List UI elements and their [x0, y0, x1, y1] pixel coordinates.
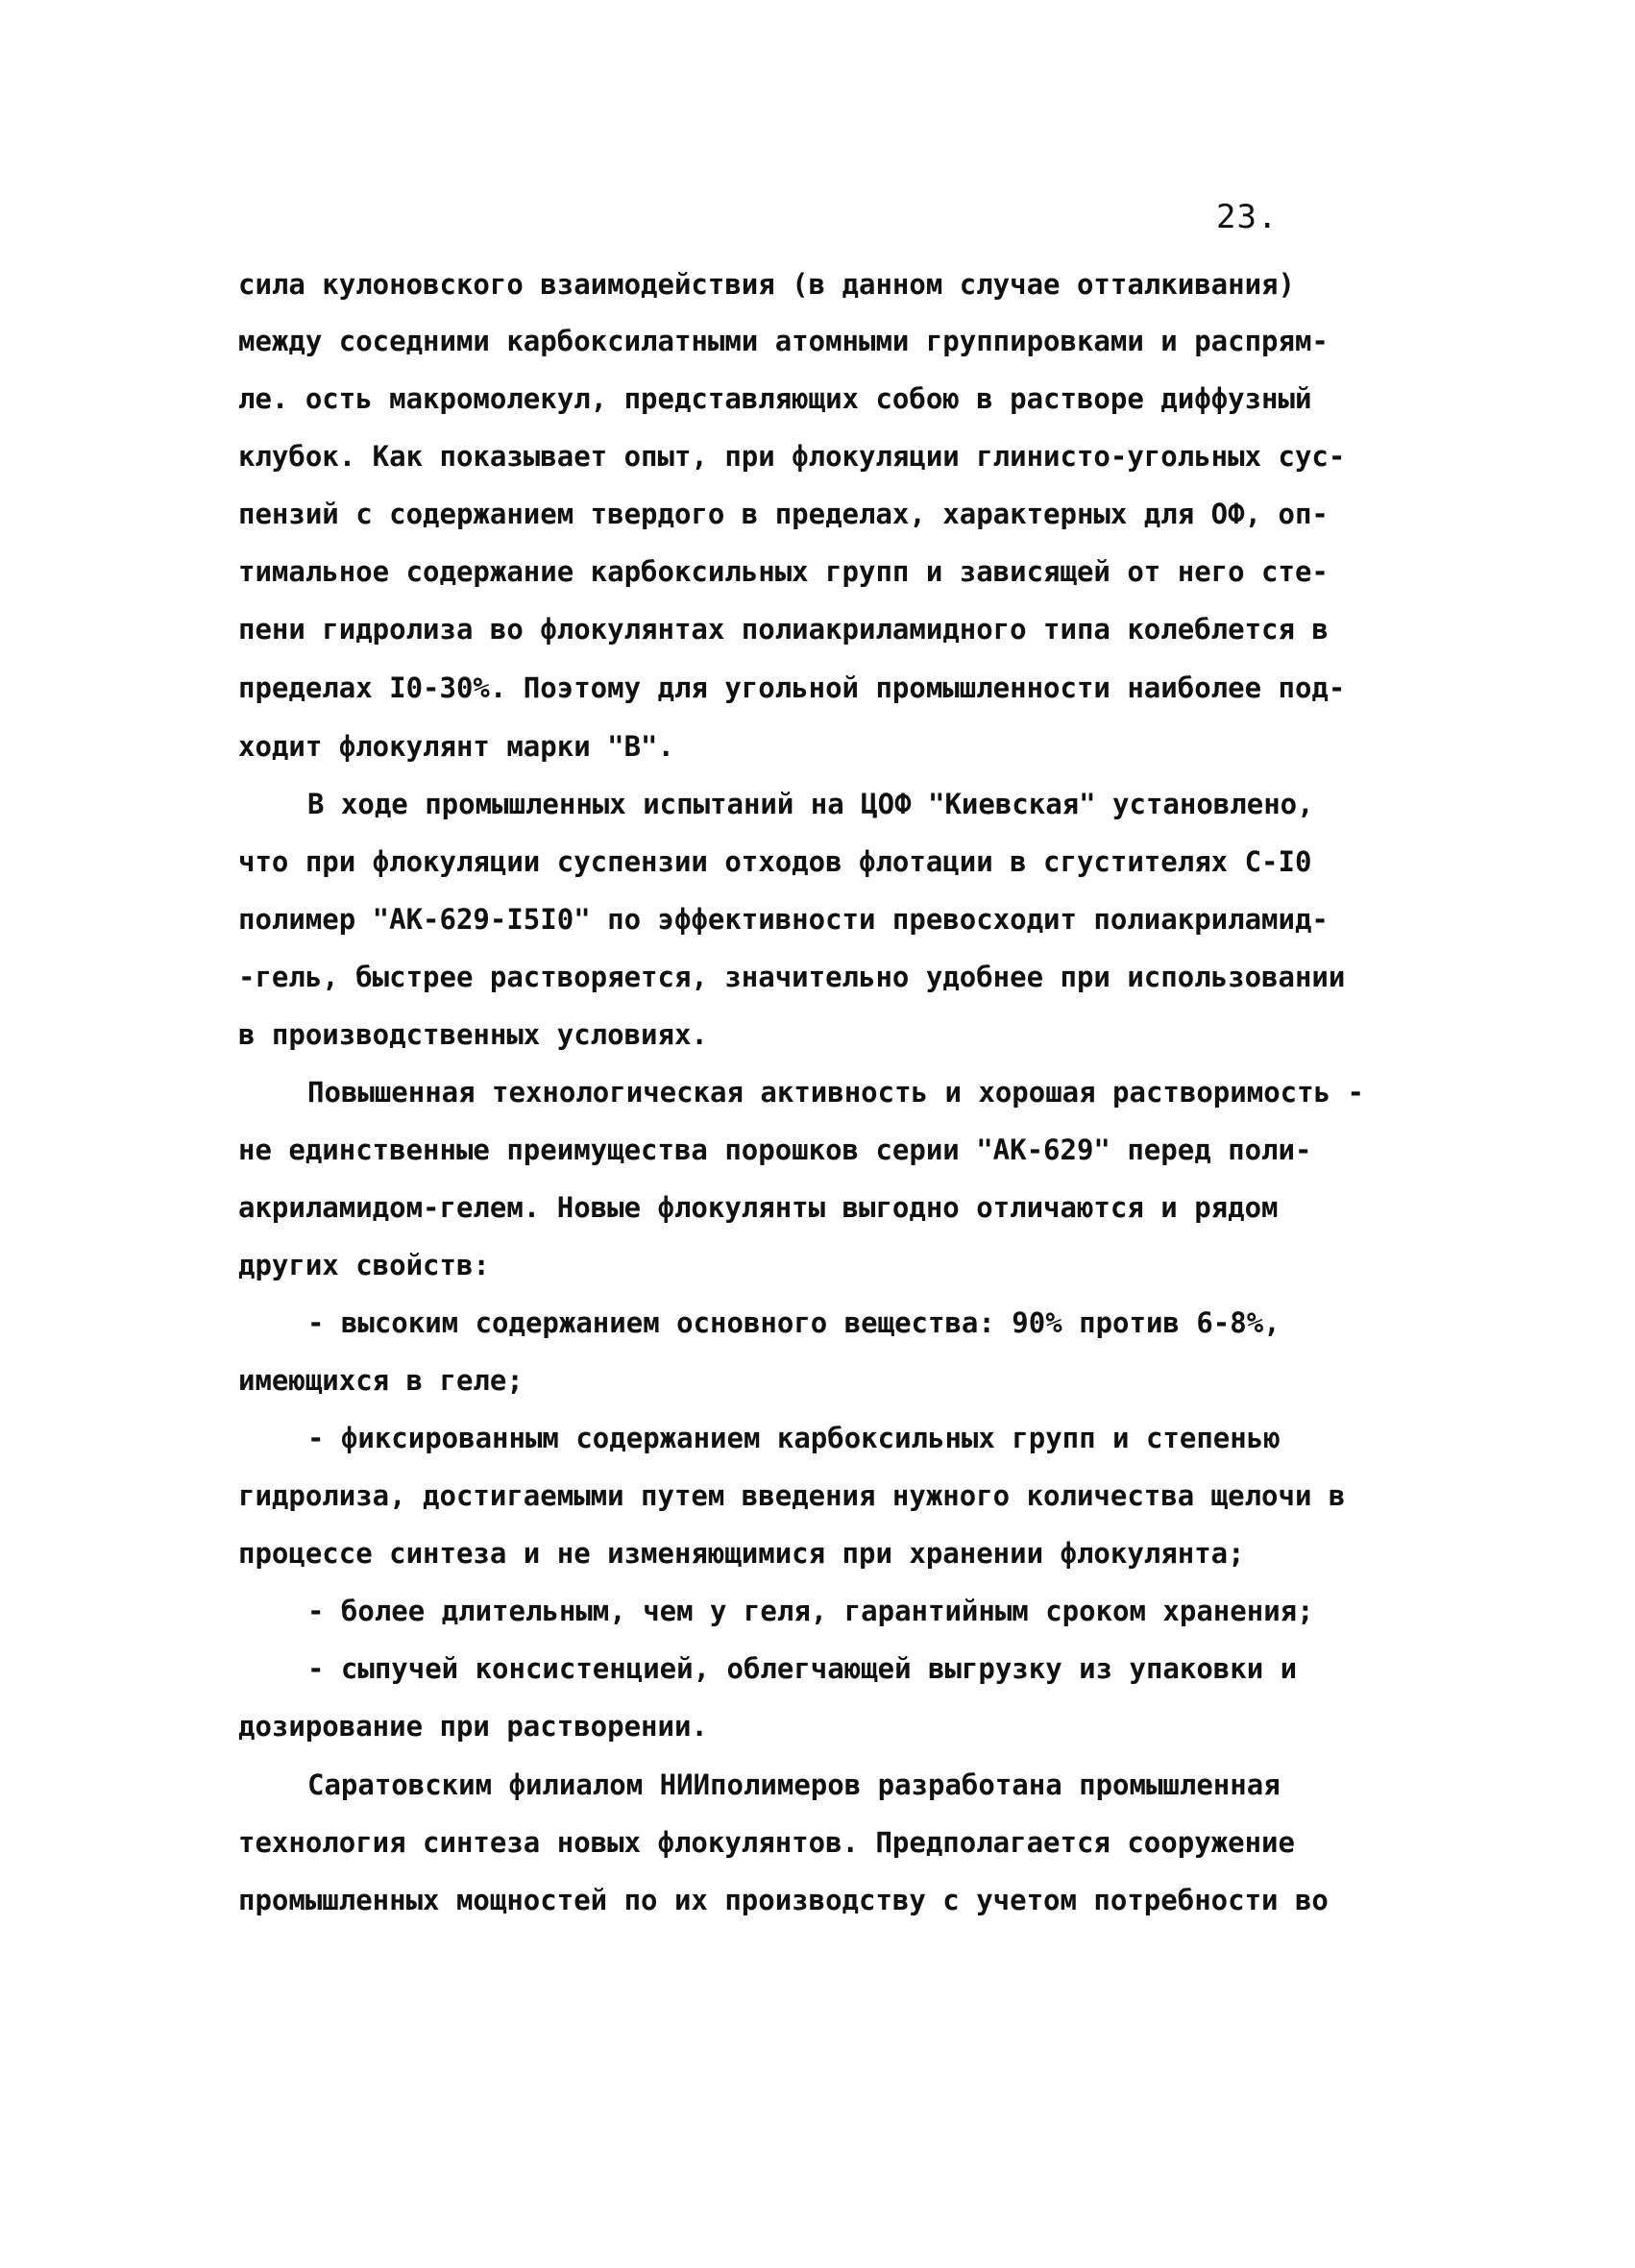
text-line: акриламидом-гелем. Новые флокулянты выгодно отличаются и рядом [238, 1191, 1279, 1224]
text-line: пензий с содержанием твердого в пределах, характерных для ОФ, оп- [238, 498, 1329, 530]
text-line: что при флокуляции суспензии отходов флотации в сгустителях С-I0 [238, 845, 1312, 878]
list-item-line: - более длительным, чем у геля, гарантийным сроком хранения; [307, 1595, 1314, 1627]
text-line: сила кулоновского взаимодействия (в данном случае отталкивания) [238, 268, 1295, 301]
text-line: ходит флокулянт марки "В". [238, 730, 674, 763]
text-line: тимальное содержание карбоксильных групп и зависящей от него сте- [238, 555, 1329, 588]
text-line: технология синтеза новых флокулянтов. Предполагается сооружение [238, 1826, 1295, 1859]
paragraph-first-line: Повышенная технологическая активность и хорошая растворимость - [307, 1076, 1364, 1109]
list-item-line: - высоким содержанием основного вещества: 90% против 6-8%, [307, 1306, 1281, 1339]
text-line: имеющихся в геле; [238, 1364, 524, 1397]
paragraph-first-line: Саратовским филиалом НИИполимеров разработана промышленная [307, 1768, 1281, 1801]
text-line: промышленных мощностей по их производству с учетом потребности во [238, 1884, 1329, 1916]
text-line: пени гидролиза во флокулянтах полиакриламидного типа колеблется в [238, 613, 1329, 646]
text-line: -гель, быстрее растворяется, значительно удобнее при использовании [238, 961, 1346, 993]
text-line: гидролиза, достигаемыми путем введения нужного количества щелочи в [238, 1479, 1346, 1512]
text-line: других свойств: [238, 1249, 490, 1281]
text-line: между соседними карбоксилатными атомными группировками и распрям- [238, 325, 1329, 357]
text-line: в производственных условиях. [238, 1018, 708, 1051]
text-line: ле. ость макромолекул, представляющих собою в растворе диффузный [238, 382, 1312, 415]
text-line: пределах I0-30%. Поэтому для угольной промышленности наиболее под- [238, 671, 1346, 704]
text-line: дозирование при растворении. [238, 1710, 708, 1743]
text-line: не единственные преимущества порошков серии "АК-629" перед поли- [238, 1134, 1312, 1166]
text-line: процессе синтеза и не изменяющимися при хранении флокулянта; [238, 1537, 1245, 1570]
text-line: полимер "АК-629-I5I0" по эффективности превосходит полиакриламид- [238, 903, 1329, 936]
paragraph-first-line: В ходе промышленных испытаний на ЦОФ "Киевская" установлено, [307, 788, 1314, 820]
text-line: клубок. Как показывает опыт, при флокуляции глинисто-угольных сус- [238, 440, 1346, 473]
list-item-line: - сыпучей консистенцией, облегчающей выгрузку из упаковки и [307, 1652, 1298, 1685]
page-number: 23. [1216, 198, 1279, 236]
list-item-line: - фиксированным содержанием карбоксильных групп и степенью [307, 1422, 1281, 1454]
